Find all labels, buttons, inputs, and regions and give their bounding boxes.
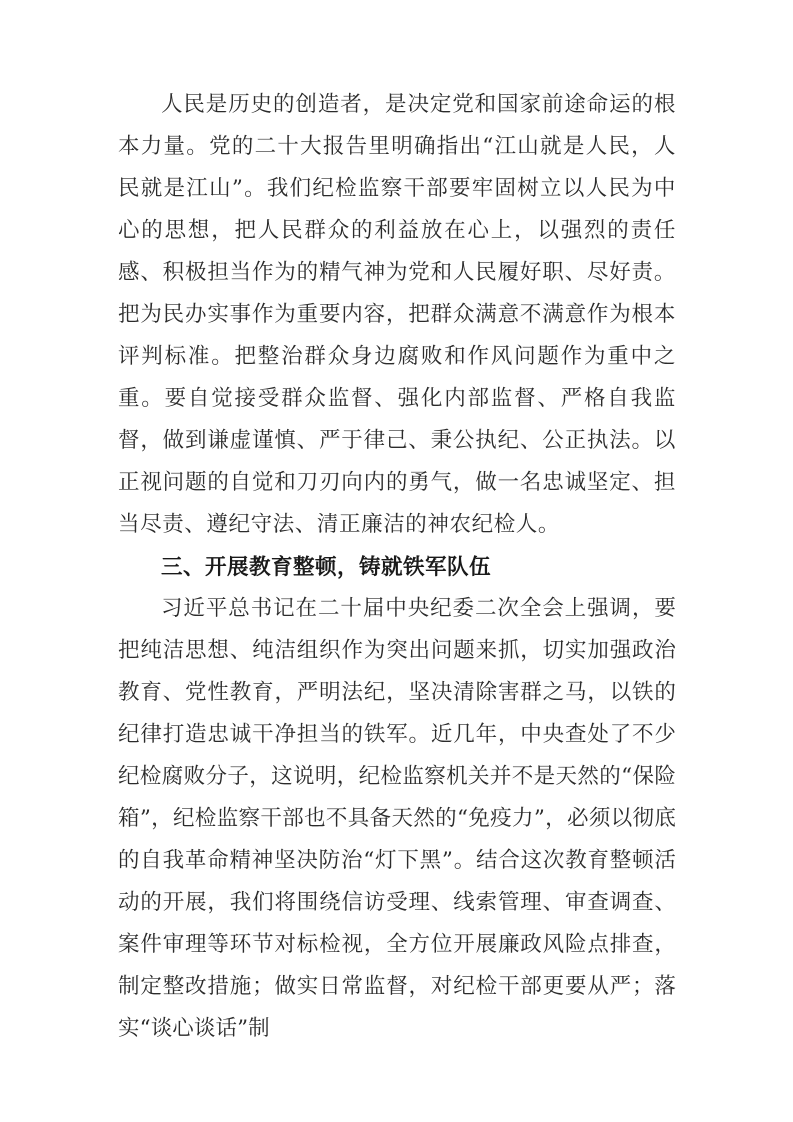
heading-section-three: 三、开展教育整顿，铸就铁军队伍 [161,555,492,579]
page-text-column [118,84,676,1050]
paragraph-people-are-creators: 人民是历史的创造者，是决定党和国家前途命运的根本力量。党的二十大报告里明确指出“江山就是人民，人民就是江山”。我们纪检监察干部要牢固树立以人民为中心的思想，把人民群众的利益放在心上，以强烈的责任感、积极担当作为的精气神为党和人民履好职、尽好责。把为民办实事作为重要内容，把群众满意不满意作为根本评判标准。把整治群众身边腐败和作风问题作为重中之重。要自觉接受群众监督、强化内部监督、严格自我监督，做到谦虚谨慎、严于律己、秉公执纪、公正执法。以正视问题的自觉和刀刃向内的勇气，做一名忠诚坚定、担当尽责、遵纪守法、清正廉洁的神农纪检人。 [118,92,676,537]
paragraph-education-rectification: 习近平总书记在二十届中央纪委二次全会上强调，要把纯洁思想、纯洁组织作为突出问题来抓，切实加强政治教育、党性教育，严明法纪，坚决清除害群之马，以铁的纪律打造忠诚干净担当的铁军。近几年，中央查处了不少纪检腐败分子，这说明，纪检监察机关并不是天然的“保险箱”，纪检监察干部也不具备天然的“免疫力”，必须以彻底的自我革命精神坚决防治“灯下黑”。结合这次教育整顿活动的开展，我们将围绕信访受理、线索管理、审查调查、案件审理等环节对标检视，全方位开展廉政风险点排查，制定整改措施；做实日常监督，对纪检干部更要从严；落实“谈心谈话”制 [118,596,676,1041]
